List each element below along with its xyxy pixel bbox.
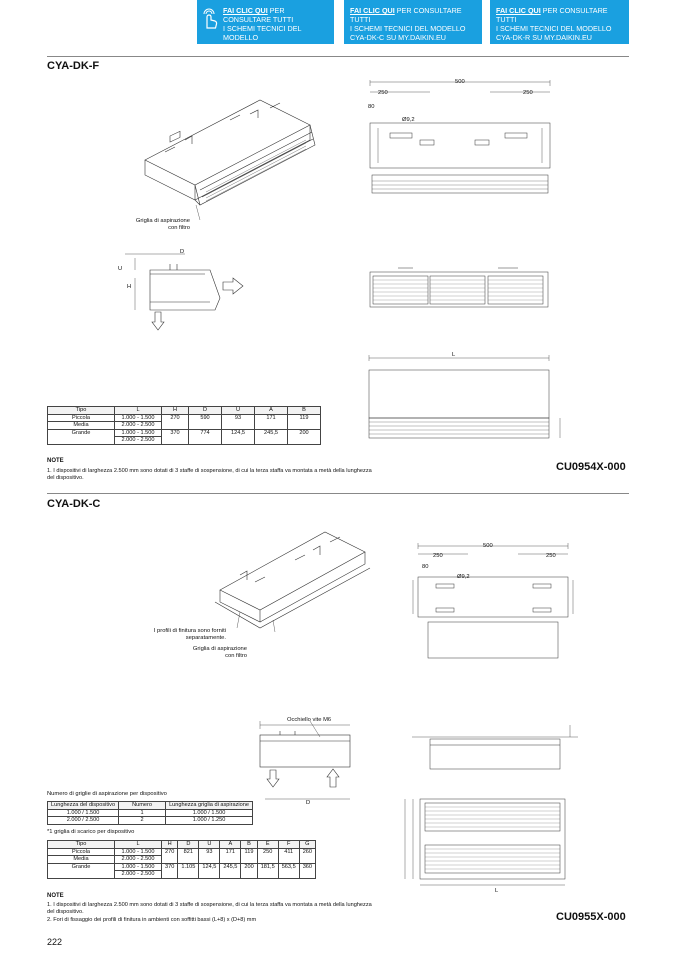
- dim-250-right: 250: [523, 90, 533, 96]
- cell: 93: [222, 414, 255, 429]
- col-header: Lunghezza del dispositivo: [48, 802, 119, 810]
- drawing-code-c: CU0955X-000: [556, 911, 626, 923]
- cell: 124,5: [199, 863, 220, 878]
- cell: 245,5: [255, 429, 288, 444]
- dim-hole-c: Ø9,2: [457, 574, 470, 580]
- unit-f-bottom-view: [365, 352, 570, 442]
- dim-500-c: 500: [483, 543, 493, 549]
- col-header: B: [241, 841, 257, 849]
- dim-80-c: 80: [422, 564, 429, 570]
- col-header: Tipo: [48, 407, 115, 415]
- dim-l: L: [452, 352, 456, 358]
- cell: 93: [199, 848, 220, 863]
- note-title: NOTE: [47, 458, 64, 464]
- table-cya-dk-c-dimensions: [47, 840, 316, 879]
- cell: 245,5: [220, 863, 241, 878]
- cell: 171: [255, 414, 288, 429]
- cell: Grande: [48, 863, 115, 878]
- table-row: [48, 817, 253, 825]
- cell: Media: [48, 856, 115, 864]
- cell: Grande: [48, 429, 115, 444]
- hand-pointer-icon: [201, 8, 219, 30]
- banner-bold: FAI CLIC QUI: [350, 6, 395, 15]
- cell: 370: [162, 429, 189, 444]
- col-header: U: [222, 407, 255, 415]
- label-grille-filter: Griglia di aspirazione con filtro: [135, 218, 190, 231]
- cell: Piccola: [48, 848, 115, 856]
- cell: 2.000 - 2.500: [115, 437, 162, 445]
- col-header: Tipo: [48, 841, 115, 849]
- col-header: E: [257, 841, 278, 849]
- cell: 119: [288, 414, 321, 429]
- unit-c-isometric-drawing: [215, 520, 375, 635]
- col-header: A: [255, 407, 288, 415]
- banner-line2: I SCHEMI TECNICI DEL MODELLO: [496, 24, 612, 33]
- cell: 2.000 - 2.500: [115, 856, 162, 864]
- dim-l-c: L: [495, 888, 499, 894]
- table-header-row: [48, 841, 316, 849]
- label-grille-filter-c: Griglia di aspirazione con filtro: [192, 646, 247, 659]
- col-header: L: [115, 841, 162, 849]
- col-header: L: [115, 407, 162, 415]
- col-header: H: [162, 407, 189, 415]
- cell: 260: [299, 848, 315, 863]
- cell: 2: [119, 817, 166, 825]
- cell: 1.000 - 1.500: [115, 863, 162, 871]
- cell: 1.000 - 1.500: [115, 429, 162, 437]
- cell: 563,5: [278, 863, 299, 878]
- section-divider: [47, 493, 629, 494]
- banner-cya-dk-f[interactable]: [197, 0, 334, 51]
- note-title-c: NOTE: [47, 893, 64, 899]
- col-header: U: [199, 841, 220, 849]
- col-header: F: [278, 841, 299, 849]
- cell: 370: [162, 863, 178, 878]
- banner-text: PER CONSULTARE TUTTI: [223, 6, 294, 24]
- banner-bold: FAI CLIC QUI: [496, 6, 541, 15]
- col-header: Numero: [119, 802, 166, 810]
- col-header: D: [189, 407, 222, 415]
- cell: 250: [257, 848, 278, 863]
- cell: 124,5: [222, 429, 255, 444]
- cell: 2.000 - 2.500: [115, 871, 162, 879]
- banner-cya-dk-r[interactable]: [490, 0, 629, 44]
- dim-250-c-left: 250: [433, 553, 443, 559]
- cell: 270: [162, 414, 189, 429]
- note-c-2: 2. Fori di fissaggio dei profili di finitura in ambienti con soffitti bassi (L+8) x (D+8) mm: [47, 917, 257, 923]
- cell: 1.000 / 1.500: [166, 809, 253, 817]
- section-divider: [47, 56, 629, 57]
- table-grille-count: [47, 801, 253, 825]
- banner-bold: FAI CLIC QUI: [223, 6, 268, 15]
- cell: 1.000 / 1.500: [48, 809, 119, 817]
- note-c-1: 1. I dispositivi di larghezza 2.500 mm sono dotati di 3 staffe di sospensione, di cui la terza staffa va montata a metà della lunghezza del dispositivo.: [47, 902, 372, 915]
- unit-f-side-section: [115, 250, 245, 330]
- dim-d: D: [180, 249, 185, 255]
- section-title-cya-dk-c: CYA-DK-C: [47, 498, 101, 510]
- col-header: H: [162, 841, 178, 849]
- dim-500: 500: [455, 79, 465, 85]
- cell: 119: [241, 848, 257, 863]
- table-cya-dk-f-dimensions: [47, 406, 321, 445]
- unit-c-bottom-view: [395, 795, 575, 890]
- cell: 590: [189, 414, 222, 429]
- banner-line3: CYA-DK-F SU MY.DAIKIN.EU: [223, 42, 319, 51]
- cell: 411: [278, 848, 299, 863]
- cell: 200: [241, 863, 257, 878]
- cell: 1.000 - 1.500: [115, 414, 162, 422]
- dim-d-c: D: [306, 800, 311, 806]
- drawing-code-f: CU0954X-000: [556, 461, 626, 473]
- cell: Piccola: [48, 414, 115, 422]
- section-title-cya-dk-f: CYA-DK-F: [47, 60, 100, 72]
- banner-cya-dk-c[interactable]: [344, 0, 482, 44]
- dim-h: H: [127, 284, 132, 290]
- table-row: [48, 809, 253, 817]
- page-number: 222: [47, 937, 63, 947]
- table-header-row: [48, 407, 321, 415]
- dim-250-c-right: 250: [546, 553, 556, 559]
- cell: 270: [162, 848, 178, 863]
- table-row: [48, 863, 316, 871]
- banner-line2: I SCHEMI TECNICI DEL MODELLO: [350, 24, 466, 33]
- dim-hole: Ø9,2: [402, 117, 415, 123]
- col-header: G: [299, 841, 315, 849]
- cell: 1: [119, 809, 166, 817]
- cell: 181,5: [257, 863, 278, 878]
- note-1: 1. I dispositivi di larghezza 2.500 mm sono dotati di 3 staffe di sospensione, di cui la terza staffa va montata a metà della lunghezza del dispositivo.: [47, 468, 372, 481]
- table-row: [48, 848, 316, 856]
- cell: 171: [220, 848, 241, 863]
- label-screw-eye: Occhiello vite M6: [287, 717, 332, 723]
- dim-80: 80: [368, 104, 375, 110]
- banner-text: PER CONSULTARE TUTTI: [496, 6, 608, 24]
- cell: 821: [178, 848, 199, 863]
- col-header: Lunghezza griglia di aspirazione: [166, 802, 253, 810]
- label-finishing-profiles: I profili di finitura sono forniti separatamente.: [153, 628, 226, 641]
- banner-line3: CYA-DK-R SU MY.DAIKIN.EU: [496, 33, 592, 42]
- banner-text: PER CONSULTARE TUTTI: [350, 6, 462, 24]
- unit-c-front-view: [410, 715, 580, 775]
- unit-c-side-section: [240, 715, 360, 805]
- col-header: A: [220, 841, 241, 849]
- cell: 1.000 - 1.500: [115, 848, 162, 856]
- col-header: D: [178, 841, 199, 849]
- banner-line2: I SCHEMI TECNICI DEL MODELLO: [223, 24, 302, 42]
- table-row: [48, 429, 321, 437]
- cell: 1.000 / 1.250: [166, 817, 253, 825]
- unit-f-isometric-drawing: [140, 80, 330, 220]
- cell: Media: [48, 422, 115, 430]
- dim-250-left: 250: [378, 90, 388, 96]
- outlet-caption: *1 griglia di scarico per dispositivo: [47, 829, 135, 835]
- col-header: B: [288, 407, 321, 415]
- cell: 2.000 - 2.500: [115, 422, 162, 430]
- cell: 200: [288, 429, 321, 444]
- unit-c-top-view: [408, 542, 578, 662]
- dim-u: U: [118, 266, 123, 272]
- banner-line3: CYA-DK-C SU MY.DAIKIN.EU: [350, 33, 446, 42]
- table-header-row: [48, 802, 253, 810]
- cell: 774: [189, 429, 222, 444]
- table-row: [48, 414, 321, 422]
- unit-f-front-view: [368, 262, 553, 312]
- grille-table-caption: Numero di griglie di aspirazione per dispositivo: [47, 791, 167, 797]
- cell: 1.105: [178, 863, 199, 878]
- cell: 360: [299, 863, 315, 878]
- cell: 2.000 / 2.500: [48, 817, 119, 825]
